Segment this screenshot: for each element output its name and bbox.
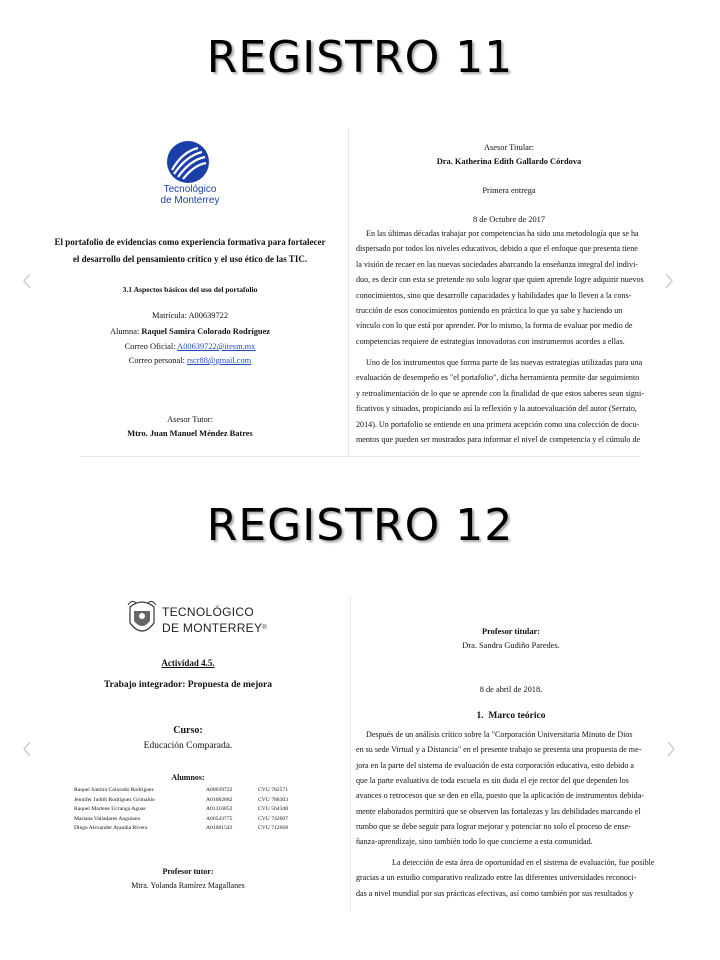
paragraph-line: jora en la parte del sistema de evaluación de esta corporación educativa, esto debido a [356, 760, 634, 770]
tec-wordmark-line1: TECNOLÓGICO [162, 605, 254, 619]
alumno-cvu: CVU 742007 [258, 815, 288, 822]
alumno-row [74, 815, 308, 825]
cover-title-line2: el desarrollo del pensamiento crítico y el uso ético de las TIC. [72, 254, 308, 264]
registered-mark: ® [262, 625, 268, 631]
profesor-tutor-name: Mtra. Yolanda Ramírez Magallanes [131, 881, 245, 890]
alumno-name: Jennifer Judith Rodríguez Grimaldo [74, 796, 155, 803]
alumnos-label: Alumnos: [171, 773, 205, 782]
paragraph-line: la visión de recaer en las nuevas sociedades abarcando la enseñanza integral del indivi- [356, 259, 639, 269]
tec-logo [164, 140, 212, 186]
alumnos-table [74, 786, 308, 834]
alumno-name: Raquel Marlene Ucranga Aguas [74, 806, 146, 812]
tec-logo-line1: Tecnológico [163, 184, 217, 195]
cover-section: 3.1 Aspectos básicos del uso del portafolio [122, 285, 258, 294]
paragraph-line: competencias requiere de estrategias innovadoras con instrumentos acordes a ellas. [356, 336, 625, 346]
paragraph-line: ficativos y situados, propiciando así la reflexión y la autoevaluación del autor (Serrato, [356, 404, 637, 414]
asesor-titular-label: Asesor Titular: [483, 143, 535, 152]
paragraph-line: dispersado por todos los niveles educativos, debido a que el enfoque que presenta tiene [356, 244, 638, 254]
correo-personal-link[interactable]: rscr88@gmail.com [186, 356, 252, 365]
paragraph-line: en su sede Virtual y a Distancia" en el presente trabajo se presenta una propuesta de me- [356, 745, 642, 755]
cover-correo-personal [30, 354, 350, 367]
profesor-titular-label: Profesor titular: [481, 627, 541, 636]
paragraph-line: En las últimas décadas trabajar por competencias ha sido una metodología que se ha [366, 229, 639, 238]
section-number: 1. [476, 711, 484, 721]
alumno-id: A01681543 [206, 825, 233, 831]
alumno-cvu: CVU 782571 [258, 787, 288, 793]
asesor-tutor-label: Asesor Tutor: [167, 415, 213, 424]
activity-title: Actividad 4.5. [161, 658, 215, 668]
paragraph-line: 2014). Un portafolio se entiende en una primera acepción como una colección de docu- [356, 419, 640, 429]
paragraph-line: Después de un análisis crítico sobre la "Corporación Universitaria Minuto de Dios [366, 730, 633, 739]
curso-name: Educación Comparada. [143, 741, 233, 751]
paragraph-line: gracias a un estudio comparativo realizado entre las diferentes universidades reconoci- [356, 873, 637, 883]
prev-page-chevron-icon-12[interactable] [22, 740, 32, 758]
alumno-name: Diego Alexander Arandia Rivera [74, 825, 148, 831]
work-title: Trabajo integrador: Propuesta de mejora [104, 680, 272, 690]
paragraph-line: ñanza-aprendizaje, sino también todo lo que concierne a esta comunidad. [356, 837, 593, 847]
paragraph-line: trucción de esos conocimientos poniendo en práctica lo que ya sabe y haciendo un [356, 306, 623, 315]
section-heading [356, 710, 666, 723]
paragraph-line: duo, es decir con esta se pretende no solo lograr que quien aprende logre adquirir nuevos [356, 275, 644, 285]
paragraph-line: rumbo que se debe seguir para lograr mejorar y potenciar no solo el proceso de ense- [356, 821, 631, 831]
paragraph-line: evaluación de desempeño es "el portafolio", dicha herramienta permite dar seguimiento [356, 373, 640, 383]
prev-page-chevron-icon[interactable] [22, 272, 32, 290]
cover-alumna [30, 325, 350, 338]
paragraph-line: conocimientos, sino que desarrolle capacidades y habilidades que lo lleven a la cons- [356, 290, 632, 300]
alumno-cvu: CVU 564348 [258, 806, 288, 812]
alumna-label: Alumna: [109, 327, 142, 336]
tec-wordmark-line2-wrap [162, 622, 267, 635]
tec-logo-emblem-icon [164, 140, 212, 186]
asesor-titular-name: Dra. Katherina Edith Gallardo Córdova [436, 157, 582, 166]
paragraph-line: La detección de esta área de oportunidad en el sistema de evaluación, fue posible [392, 858, 655, 867]
paragraph-line: mente elaborados permitirá que se observen las fortalezas y las debilidades marcando el [356, 806, 641, 816]
alumna-name: Raquel Samira Colorado Rodríguez [141, 327, 271, 336]
paragraph-line: Uno de los instrumentos que forma parte de las nuevas estrategias utilizadas para una [366, 358, 643, 367]
alumno-row [74, 786, 308, 796]
alumno-cvu: CVU 788303 [258, 796, 288, 803]
document-date: 8 de Octubre de 2017 [472, 215, 546, 224]
cover-matricula: Matrícula: A00639722 [151, 311, 229, 320]
tec-seal-icon [126, 597, 158, 641]
tec-wordmark-line2: DE MONTERREY [162, 621, 263, 635]
paragraph-line: y retroalimentación de lo que se aprende con la finalidad de que estos saberes sean signi- [356, 388, 644, 398]
alumno-row [74, 805, 308, 815]
alumno-row [74, 796, 308, 806]
asesor-tutor-name: Mtro. Juan Manuel Méndez Batres [127, 429, 253, 438]
alumno-name: Mariana Valladares Anguiano [74, 815, 141, 822]
alumno-cvu: CVU 712668 [258, 825, 288, 831]
cover-correo-oficial [30, 340, 350, 353]
correo-personal-label: Correo personal: [128, 356, 187, 365]
alumno-name: Raquel Samira Colorado Rodríguez [74, 787, 155, 793]
curso-label: Curso: [173, 725, 203, 736]
alumno-id: A00543775 [206, 815, 233, 822]
tec-logo-line2: de Monterrey [160, 195, 220, 206]
alumno-row [74, 824, 308, 834]
profesor-titular-name: Dra. Sandra Gudiño Paredes. [462, 641, 560, 650]
alumno-id: A01316853 [206, 806, 233, 812]
correo-oficial-link[interactable]: A00639722@itesm.mx [177, 342, 256, 351]
alumno-id: A01682882 [206, 796, 233, 803]
section-title: Marco teórico [488, 711, 546, 721]
next-page-chevron-icon-12[interactable] [666, 740, 676, 758]
registro-12-heading: REGISTRO 12 [206, 500, 514, 551]
paragraph-line: mentos que pueden ser mostrados para informar el nivel de competencia y el cúmulo de [356, 435, 641, 444]
paragraph-line: vínculo con lo que está por aprender. Por lo mismo, la forma de evaluar por medio de [356, 321, 633, 331]
cover-title-line1: El portafolio de evidencias como experiencia formativa para fortalecer [54, 237, 326, 247]
page-divider [348, 128, 349, 456]
paragraph-line: que la parte evaluativa de toda escuela es sin duda el eje rector del que dependen los [356, 775, 629, 785]
registro-11-heading: REGISTRO 11 [206, 32, 514, 83]
paragraph-line: das a nivel mundial por sus prácticas efectivas, así como también por sus resultados y [356, 888, 634, 898]
entrega-label: Primera entrega [482, 186, 536, 195]
section-divider [80, 456, 640, 457]
next-page-chevron-icon[interactable] [664, 272, 674, 290]
profesor-tutor-label: Profesor tutor: [162, 867, 214, 876]
tec-seal [126, 597, 158, 641]
paragraph-line: avances o retrocesos que se den en ella, puesto que la aplicación de instrumentos debida- [356, 791, 644, 801]
document-date-12: 8 de abril de 2018. [479, 685, 543, 694]
page-divider-12 [350, 596, 351, 912]
correo-oficial-label: Correo Oficial: [124, 342, 178, 351]
alumno-id: A00639722 [206, 787, 233, 793]
